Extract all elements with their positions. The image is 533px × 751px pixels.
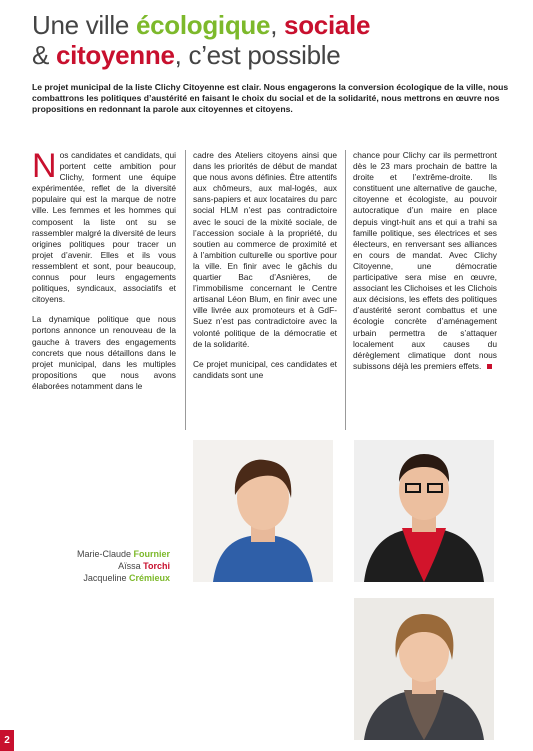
intro-paragraph: Le projet municipal de la liste Clichy Citoyenne est clair. Nous engagerons la conversion écologique de la ville, nous combattrons les politiques d’austérité en faisant le choix du social et de la solidarité, nous mettrons en œuvre nos propositions en redonnant la parole aux citoyennes et citoyens. bbox=[32, 82, 509, 115]
portrait-photo-man bbox=[354, 440, 494, 582]
page-number: 2 bbox=[0, 730, 14, 751]
title-keyword-citoyenne: citoyenne bbox=[55, 40, 175, 70]
end-mark-icon bbox=[487, 364, 492, 369]
text-column-3 bbox=[353, 150, 497, 381]
candidate-name: Aïssa Torchi bbox=[118, 561, 170, 571]
portrait-photo-woman-2 bbox=[354, 598, 494, 740]
column-divider bbox=[345, 150, 346, 430]
candidate-name: Jacqueline Crémieux bbox=[83, 573, 170, 583]
title-part: Une ville bbox=[32, 10, 136, 40]
column-divider bbox=[185, 150, 186, 430]
title-keyword-sociale: sociale bbox=[284, 10, 371, 40]
portrait-photo-woman-1 bbox=[193, 440, 333, 582]
title-keyword-ecologique: écologique bbox=[135, 10, 271, 40]
title-part: , c’est possible bbox=[174, 40, 341, 70]
candidate-name: Marie-Claude Fournier bbox=[76, 549, 170, 559]
col2-paragraph-2: Ce projet municipal, ces candidates et candidats sont une bbox=[193, 358, 337, 380]
col3-paragraph-1: chance pour Clichy car ils permettront dès le 23 mars prochain de battre la droite et l’extrême-droite. Ils constituent une alternative de gauche, citoyenne et écologiste, au pouvoir autocratique d’un maire en place depuis vingt-huit ans et qui a trahi sa famille politique, ses électrices et ses électeurs, en renversant ses alliances en cours de mandat. Avec Clichy Citoyenne, une démocratie participative sera mise en œuvre, associant les Clichoises et les Clichois aux décisions, les effets des politiques d’austérité seront combattus et une écologie concrète d’aménagement urbain permettra de s’attaquer localement aux causes du dérèglement climatique dont nous subissons déjà les premiers effets. bbox=[353, 150, 497, 371]
text-column-1 bbox=[32, 147, 176, 401]
title-part: , bbox=[270, 10, 285, 40]
text-column-2 bbox=[193, 150, 337, 390]
title-part: & bbox=[32, 40, 56, 70]
col2-paragraph-1: cadre des Ateliers citoyens ainsi que dans les priorités de début de mandat que nous avons définies. Être attentifs aux chômeurs, aux mal-logés, aux sans-papiers et aux locataires du parc social HLM n’est pas contradictoire avec le souci de la mixité sociale, de l’accession sociale à la propriété, du soutien au commerce de proximité et à l’ambition culturelle ou sportive pour la ville. En finir avec le gâchis du quartier Bac d’Asnières, de l’immobilisme concernant le Centre artisanal Léon Blum, en finir avec une ville livrée aux promoteurs et à GdF-Suez n’est pas contradictoire avec la volonté politique de la démocratie et de la solidarité. bbox=[193, 150, 337, 349]
page-title bbox=[32, 10, 502, 70]
drop-cap: N bbox=[32, 147, 57, 185]
col1-paragraph-2: La dynamique politique que nous portons annonce un renouveau de la gauche à travers des engagements concrets que nous détaillons dans le projet municipal, dans les multiples propositions que nous avons élaborées notamment dans le bbox=[32, 314, 176, 391]
candidate-names bbox=[40, 548, 170, 584]
col1-paragraph-1: os candidates et candidats, qui portent cette ambition pour Clichy, forment une équipe expérimentée, reflet de la diversité populaire qui est la marque de notre ville. Les femmes et les hommes qui composent la liste ont su se rassembler malgré la diversité de leurs origines politiques pour tracer un projet d’avenir. Elles et ils vous ressemblent et sont, pour beaucoup, connus pour leurs engagements politiques, syndicaux, associatifs et citoyens. bbox=[32, 150, 176, 305]
